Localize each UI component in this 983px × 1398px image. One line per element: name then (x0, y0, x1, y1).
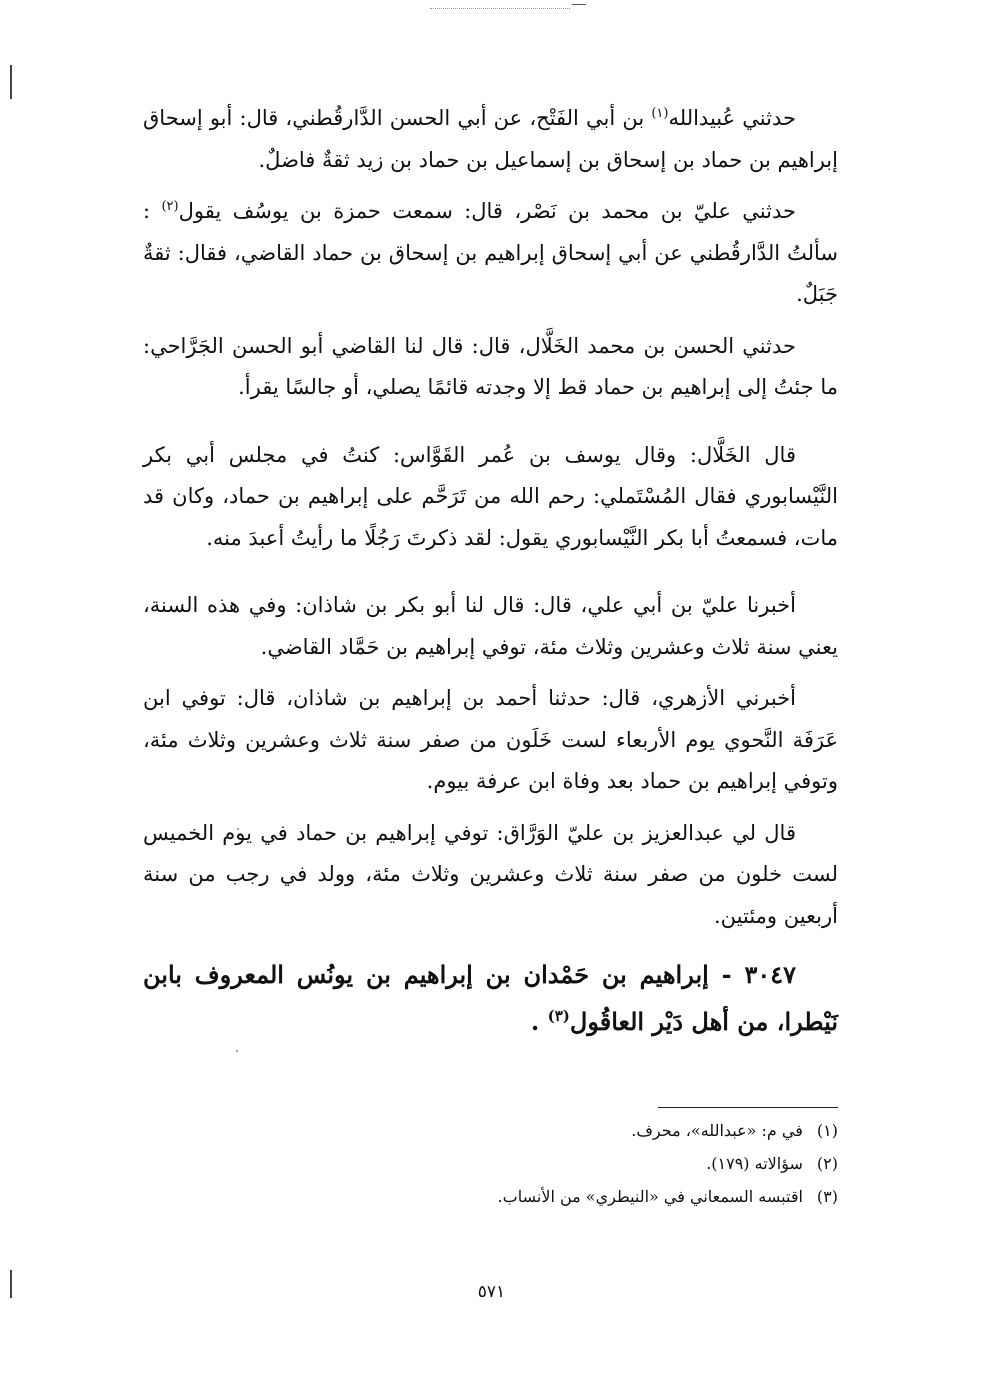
paragraph-2 (143, 191, 838, 316)
footnote-ref-1[interactable]: (١) (651, 106, 669, 121)
paragraph-1-start: حدثني عُبيدالله (668, 106, 796, 130)
main-text (143, 98, 838, 1045)
top-edge-mark (430, 0, 570, 9)
paragraph-2-rest: : سألتُ الدَّارقُطني عن أبي إسحاق إبراهيم بن إسحاق بن حماد القاضي، فقال: ثقةٌ جَبَلٌ. (143, 199, 838, 306)
biography-entry-heading (143, 951, 838, 1045)
entry-number: ٣٠٤٧ (744, 960, 796, 989)
paragraph-1-rest: بن أبي الفَتْح، عن أبي الحسن الدَّارقُطني، قال: أبو إسحاق إبراهيم بن حماد بن إسحاق بن إسماعيل بن حماد بن زيد ثقةٌ فاضلٌ. (143, 106, 838, 172)
footnote-separator (658, 1107, 838, 1108)
footnote-text: سؤالاته (١٧٩). (706, 1154, 803, 1173)
margin-mark-top (10, 65, 12, 99)
paragraph-1 (143, 98, 838, 181)
footnote-number: (٣) (816, 1187, 838, 1206)
paragraph-3: حدثني الحسن بن محمد الخَلَّال، قال: قال لنا القاضي أبو الحسن الجَرَّاحي: ما جئتُ إلى إبراهيم بن حماد قط إلا وجدته قائمًا يصلي، أو جالسًا يقرأ. (143, 333, 838, 399)
paragraph-5: أخبرنا عليّ بن أبي علي، قال: قال لنا أبو بكر بن شاذان: وفي هذه السنة، يعني سنة ثلاث وعشرين وثلاث مئة، توفي إبراهيم بن حَمَّاد القاضي. (143, 593, 838, 659)
footnotes (143, 1114, 838, 1213)
footnote-text: في م: «عبدالله»، محرف. (631, 1121, 803, 1140)
page-number: ٥٧١ (477, 1282, 506, 1302)
footnote-ref-2[interactable]: (٢) (161, 199, 179, 214)
top-edge-dash (572, 4, 586, 5)
scan-speck (236, 1050, 238, 1052)
footnote-number: (١) (816, 1121, 838, 1140)
footnote-text: اقتبسه السمعاني في «النيطري» من الأنساب. (497, 1187, 803, 1206)
footnote-1 (143, 1114, 838, 1147)
paragraph-2-start: حدثني عليّ بن محمد بن نَصْر، قال: سمعت حمزة بن يوسُف يقول (178, 199, 796, 223)
paragraph-6: أخبرني الأزهري، قال: حدثنا أحمد بن إبراهيم بن شاذان، قال: توفي ابن عَرَفَة النَّحوي يوم الأربعاء لست خَلَون من صفر سنة ثلاث وعشرين وثلاث مئة، وتوفي إبراهيم بن حماد بعد وفاة ابن عرفة بيوم. (143, 686, 838, 793)
entry-title: - إبراهيم بن حَمْدان بن إبراهيم بن يونُس المعروف بابن نَيْطرا، من أهل دَيْر العاقُول (143, 960, 838, 1036)
footnote-3 (143, 1180, 838, 1213)
paragraph-7: قال لي عبدالعزيز بن عليّ الوَرَّاق: توفي إبراهيم بن حماد في يوم الخميس لست خلون من صفر سنة ثلاث وعشرين وثلاث مئة، وولد في رجب من سنة أربعين ومئتين. (143, 820, 838, 928)
entry-tail: . (530, 1007, 548, 1036)
footnote-2 (143, 1147, 838, 1180)
footnote-ref-3[interactable]: (٣) (547, 1007, 570, 1025)
footnote-number: (٢) (816, 1154, 838, 1173)
paragraph-4: قال الخَلَّال: وقال يوسف بن عُمر القَوَّاس: كنتُ في مجلس أبي بكر النَّيْسابوري فقال المُسْتَملي: رحم الله من تَرَحَّم على إبراهيم بن حماد، وكان قد مات، فسمعتُ أبا بكر النَّيْسابوري يقول: لقد ذكرتَ رَجُلًا ما رأيتُ أعبدَ منه. (143, 442, 838, 550)
